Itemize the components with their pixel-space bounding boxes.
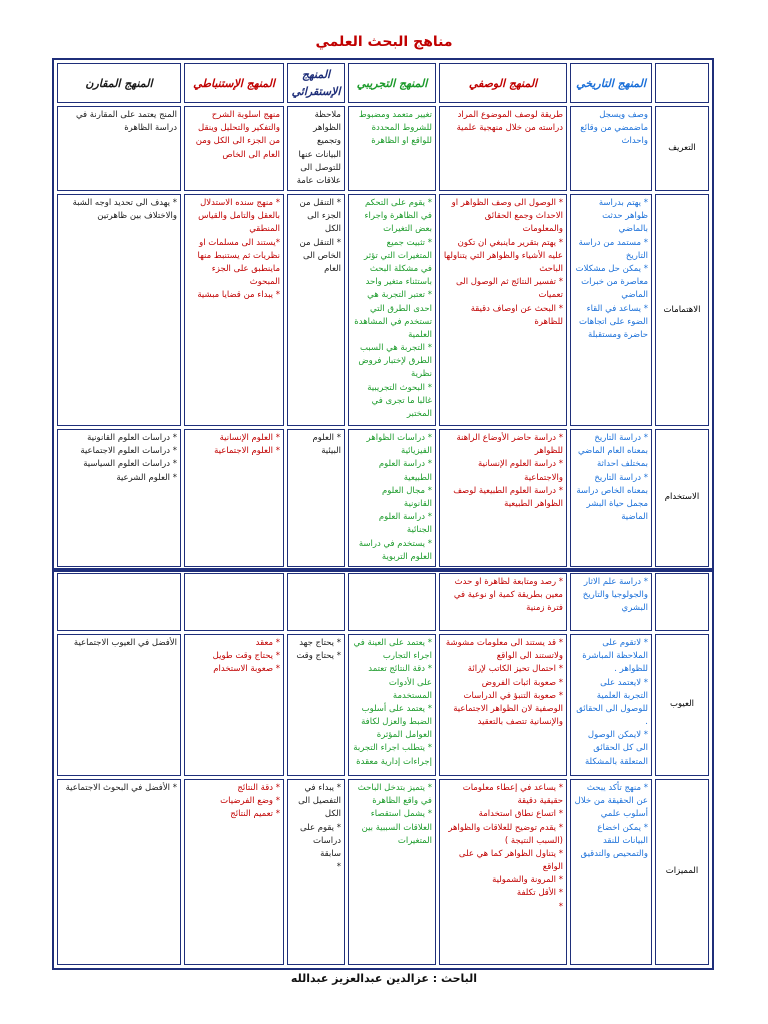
table-cell <box>439 779 567 965</box>
cell-line: * يمكن اخضاع البيانات للنقد والتمحيص والتدقيق <box>580 822 648 859</box>
cell-line: وصف ويسجل ماضمضي من وقائع واحداث <box>580 110 648 147</box>
cell-line: * يهتم بتقرير ماينبغي ان تكون عليه الأشياء والظواهر التي يتناولها الباحث <box>443 237 563 274</box>
cell-line: * يهتم بدراسة ظواهر حدثت بالماضي <box>598 198 648 235</box>
cell-line: * دراسة التاريخ بمعناه العام الماضي بمختلف احداثة <box>577 433 648 470</box>
cell-line: * تعتبر التجربة هي احدى الطرق التي تستخدم في المشاهدة العلمية <box>354 290 432 340</box>
cell-line: * التجربة هي السبب الطرق لإختبار فروض نظرية <box>358 343 432 380</box>
cell-line: * تفسير النتائج ثم الوصول الى تعميات <box>456 277 563 301</box>
cell-line: * العلوم البيئية <box>312 433 341 457</box>
cell-line: * الأقل تكلفة <box>516 888 563 899</box>
cell-line: * صعوبة التنبؤ في الدراسات الوصفية لان الظواهر الاجتماعية والإنسانية تتصف بالتعقيد <box>453 690 563 728</box>
cell-line: * احتمال تحيز الكاتب لإرائة <box>467 664 563 675</box>
cell-line: * دقة النتائج <box>237 783 280 793</box>
table-row <box>57 429 709 567</box>
cell-line: * <box>336 862 341 873</box>
cell-line: * اتساع نطاق استخدامة <box>478 809 563 820</box>
cell-line: * يساعد في إعطاء معلومات حقيقية دقيقة <box>462 783 563 807</box>
table-cell <box>184 194 284 426</box>
table-cell <box>287 106 345 191</box>
table-cell <box>439 194 567 426</box>
cell-line: * منهج سنده الاستدلال بالعقل والتامل والقياس المنطقي <box>198 198 280 235</box>
table-cell <box>57 194 181 426</box>
cell-line: * التنقل من الخاص الى العام <box>299 237 341 274</box>
cell-line: * يحتاج جهد <box>299 638 341 648</box>
cell-line: * يبداء في التفصيل الى الكل <box>298 783 341 820</box>
cell-line: * العلوم الإنسانية <box>219 433 280 444</box>
cell-line: * دقة النتائج تعتمد على الأدوات المستخدمة <box>368 664 432 701</box>
cell-line: * مجال العلوم القانونية <box>382 485 432 509</box>
column-header: المنهج المقارن <box>57 63 181 103</box>
cell-line: * دراسة علم الاثار والجولوجيا والتاريخ البشري <box>582 577 648 614</box>
cell-line: * المرونة والشمولية <box>492 875 563 886</box>
cell-line: * التنقل من الجزء الى الكل <box>299 198 341 235</box>
table-cell <box>439 106 567 191</box>
cell-line: * يحتاج وقت طويل <box>212 651 280 662</box>
cell-line: * لايمكن الوصول الى كل الحقائق المتعلقة بالمشكلة <box>584 730 648 767</box>
table-cell <box>348 194 436 426</box>
table-cell <box>184 634 284 776</box>
cell-line: * يقوم على التحكم في الظاهرة واجراء بعض التغيرات <box>364 198 432 235</box>
cell-line: * الوصول الى وصف الظواهر او الاحداث وجمع الحقائق والمعلومات <box>451 198 563 235</box>
cell-line: * يحتاج وقت <box>296 651 341 662</box>
cell-line: * يهدف الى تحديد اوجه الشبة والاختلاف بين ظاهرتين <box>72 198 177 222</box>
column-header: المنهج التجريبي <box>348 63 436 103</box>
table-cell <box>184 106 284 191</box>
cell-line: * يتطلب اجراء التجربة إجراءات إدارية معقدة <box>353 743 432 767</box>
cell-line: * رصد ومتابعة لظاهرة او حدث معين بطريقة كمية او نوعية في فترة زمنية <box>453 577 563 614</box>
table-cell <box>184 573 284 631</box>
table-cell <box>439 573 567 631</box>
table-cell <box>570 779 652 965</box>
methods-table-part-2 <box>52 568 714 970</box>
cell-line: * دراسات العلوم القانونية <box>87 433 177 444</box>
cell-line: * الأفضل في البحوث الاجتماعية <box>65 783 177 793</box>
cell-line: * تعميم النتائج <box>230 809 280 820</box>
table-cell <box>570 429 652 567</box>
cell-line: * العلوم الاجتماعية <box>214 446 280 457</box>
table-cell <box>439 429 567 567</box>
cell-line: * العلوم الشرعية <box>116 472 177 483</box>
cell-line: منهج اسلوبة الشرح والتفكير والتحليل وينقل من الجزء الى الكل ومن العام الى الخاص <box>195 110 280 160</box>
table-row <box>57 194 709 426</box>
cell-line: * دراسات الظواهر الفيزيائية <box>366 433 432 457</box>
cell-line: * معقد <box>255 638 280 648</box>
cell-line: * البحث عن اوصاف دقيقة للظاهرة <box>470 303 563 327</box>
table-cell <box>348 573 436 631</box>
table-cell <box>57 779 181 965</box>
cell-line: المنج يعتمد على المقارنة في دراسة الظاهرة <box>75 110 177 134</box>
row-label: الاهتمامات <box>655 194 709 426</box>
table-cell <box>287 779 345 965</box>
table-cell <box>570 573 652 631</box>
cell-line: * يقوم على دراسات سابقة <box>300 822 341 859</box>
table-cell <box>287 573 345 631</box>
cell-line: ملاحظة الظواهر وتجميع البيانات عنها للتوصل الى علاقات عامة <box>296 110 341 186</box>
cell-line: * دراسة العلوم الجنائية <box>378 512 432 536</box>
column-header: المنهج الوصفي <box>439 63 567 103</box>
cell-line: * يقدم توضيح للعلاقات والظواهر (السبب النتيجة ) <box>448 822 563 846</box>
header-corner <box>655 63 709 103</box>
table-cell <box>184 429 284 567</box>
table-cell <box>348 779 436 965</box>
table-cell <box>287 194 345 426</box>
cell-line: * دراسة حاضر الأوضاع الراهنة للظواهر <box>456 433 563 457</box>
table-cell <box>57 106 181 191</box>
table-cell <box>57 429 181 567</box>
table-cell <box>348 634 436 776</box>
cell-line: * قد يستند الى معلومات مشوشة ولاتستند الى الواقع <box>445 638 563 662</box>
table-cell <box>348 429 436 567</box>
cell-line: *يستند الى مسلمات او نظريات ثم يستنبط منها ماينطبق على الجزء المبحوث <box>197 237 280 288</box>
cell-line: * دراسة التاريخ بمعناه الخاص دراسة مجمل حياة البشر الماضية <box>576 472 648 523</box>
page-title: مناهج البحث العلمي <box>315 34 453 50</box>
header-row <box>57 63 709 103</box>
cell-line: * يعتمد على العينة في اجراء التجارب <box>353 638 432 662</box>
column-header: المنهج الإستنباطي <box>184 63 284 103</box>
table-row <box>57 634 709 776</box>
table-cell <box>348 106 436 191</box>
author-credit: الباحث : عزالدين عبدالعزيز عبدالله <box>290 972 478 985</box>
methods-table-part-1 <box>52 58 714 572</box>
cell-line: * يشمل استقصاء العلاقات السببية بين المتغيرات <box>361 809 432 846</box>
table-cell <box>570 106 652 191</box>
cell-line: طريقة لوصف الموضوع المراد دراسته من خلال منهجية علمية <box>456 110 563 134</box>
cell-line: * دراسات العلوم السياسية <box>83 459 177 470</box>
cell-line: * منهج تأكد يبحث عن الحقيقة من خلال أسلوب علمي <box>574 783 648 820</box>
cell-line: * دراسة العلوم الطبيعية <box>378 459 432 483</box>
row-label: العيوب <box>655 634 709 776</box>
cell-line: * صعوبة اثبات الفروض <box>481 677 563 688</box>
row-label <box>655 573 709 631</box>
cell-line: * دراسة العلوم الطبيعية لوصف الظواهر الطبيعية <box>453 485 563 509</box>
cell-line: * وضع الفرضيات <box>220 796 280 807</box>
table-cell <box>287 634 345 776</box>
cell-line: * تثبيت جميع المتغيرات التي تؤثر في مشكلة البحث باستثناء متغير واحد <box>364 237 432 288</box>
table-cell <box>184 779 284 965</box>
table-cell <box>287 429 345 567</box>
column-header: المنهج التاريخي <box>570 63 652 103</box>
cell-line: * يساعد في القاء الضوء على اتجاهات حاضرة ومستقبلة <box>579 303 648 340</box>
cell-line: * صعوبة الاستخدام <box>213 664 280 675</box>
cell-line: * يعتمد على أسلوب الضبط والعزل لكافة العوامل المؤثرة <box>361 703 432 741</box>
cell-line: تغيير متعمد ومضبوط للشروط المحددة للواقع او الظاهرة <box>358 110 432 147</box>
row-label: الاستخدام <box>655 429 709 567</box>
cell-line: * يستخدم في دراسة العلوم التربوية <box>358 538 432 562</box>
cell-line: * يتميز بتدخل الباحث في واقع الظاهرة <box>357 783 432 807</box>
cell-line: * <box>558 901 563 912</box>
table-row <box>57 573 709 631</box>
cell-line: * دراسات العلوم الاجتماعية <box>80 446 177 457</box>
cell-line: * البحوث التجريبية غالبا ما تجرى في المختبر <box>367 382 432 419</box>
row-label: المميزات <box>655 779 709 965</box>
row-label: التعريف <box>655 106 709 191</box>
cell-line: * يمكن حل مشكلات معاصرة من خبرات الماضي <box>575 263 648 301</box>
cell-line: الأفضل في العيوب الاجتماعية <box>73 638 177 648</box>
table-cell <box>57 634 181 776</box>
table-cell <box>57 573 181 631</box>
table-row <box>57 106 709 191</box>
table-cell <box>439 634 567 776</box>
table-row <box>57 779 709 965</box>
cell-line: * لاتقوم على الملاحظة المباشرة للظواهر . <box>582 638 648 675</box>
table-cell <box>570 194 652 426</box>
cell-line: * يبداء من قضايا مبشية <box>197 290 280 301</box>
cell-line: * دراسة العلوم الإنسانية والاجتماعية <box>477 459 563 483</box>
cell-line: * يتناول الظواهر كما هي على الواقع <box>458 848 563 873</box>
column-header: المنهج الإستقرائي <box>287 63 345 103</box>
cell-line: * لايعتمد على التجربة العلمية للوصول الى الحقائق . <box>576 677 648 728</box>
cell-line: * مستمد من دراسة التاريخ <box>578 237 648 261</box>
table-cell <box>570 634 652 776</box>
